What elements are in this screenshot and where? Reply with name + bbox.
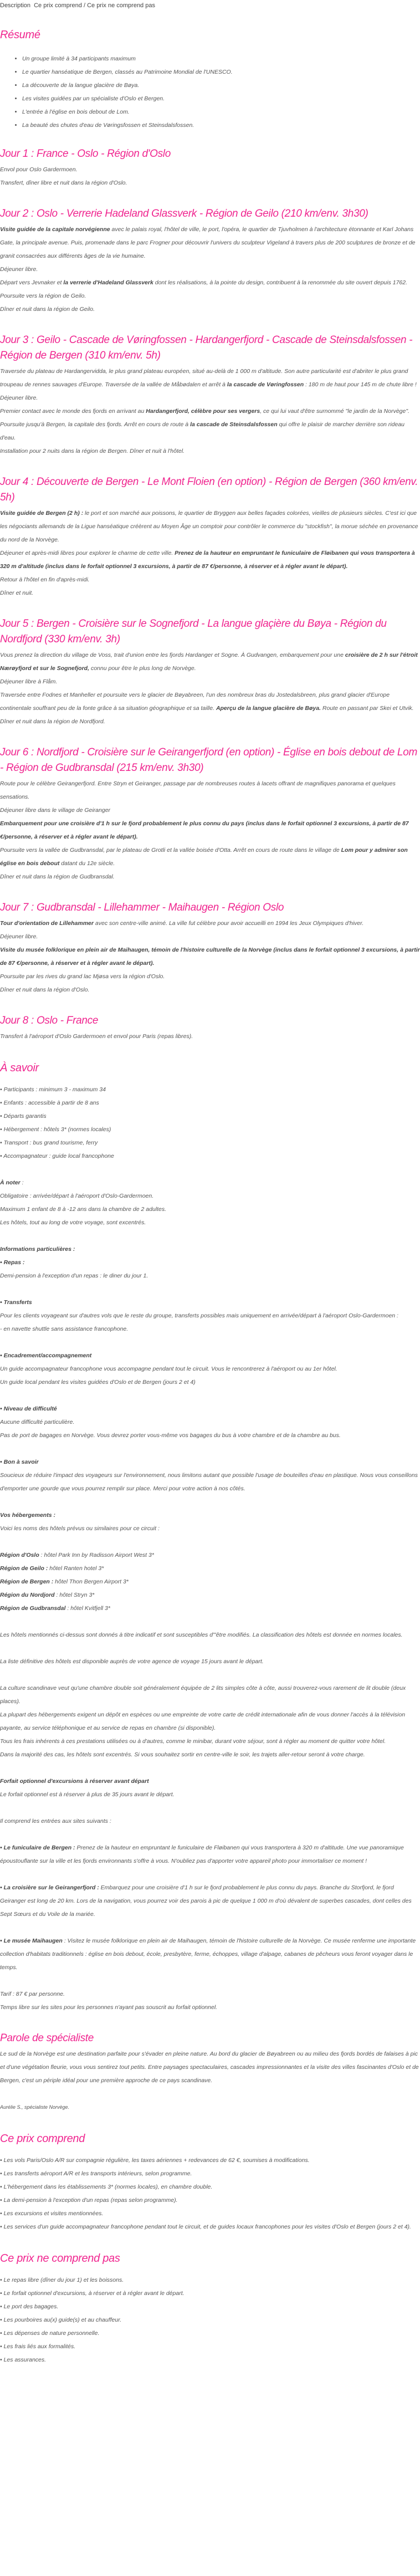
day-title: Jour 8 : Oslo - France xyxy=(0,1015,99,1026)
encadrement-text: Un guide local pendant les visites guidées d'Oslo et de Bergen (jours 2 et 4) xyxy=(0,1379,196,1386)
day-paragraph: Traversée entre Fodnes et Manheller et poursuite vers le glacier de Bøyabreen, l'un des nombreux bras du Jostedalsbreen, plus grand glacier d'Europe continentale souffrant peu de la fonte grâce à sa situation géographique et sa taille. Aperçu de la langue glacière de Bøya. Route en passant par Skei et Utvik. xyxy=(0,692,414,712)
day-paragraph: Départ vers Jevnaker et la verrerie d'Hadeland Glassverk dont les réalisations, à la pointe du design, contribuent à la renommée du site ouvert depuis 1762. Poursuite vers la région de Geilo. xyxy=(0,279,408,299)
list-item: • La beauté des chutes d'eau de Vøringsfossen et Steinsdalsfossen. xyxy=(22,119,420,132)
hotels-note: Les hôtels mentionnés ci-dessus sont donnés à titre indicatif et sont susceptibles d'"être modifiés. La classification des hôtels est donnée en normes locales. xyxy=(0,1632,403,1638)
hotel-row: Région de Bergen : hôtel Thon Bergen Airport 3* xyxy=(0,1578,129,1585)
day-paragraph: Poursuite par les rives du grand lac Mjøsa vers la région d'Oslo. xyxy=(0,973,165,980)
temps-libre: Temps libre sur les sites pour les personnes n'ayant pas souscrit au forfait optionnel. xyxy=(0,2004,218,2011)
note-line: Obligatoire : arrivée/départ à l'aéroport d'Oslo-Gardermoen. xyxy=(0,1193,154,1199)
day-paragraph: Installation pour 2 nuits dans la région de Bergen. Dîner et nuit à l'hôtel. xyxy=(0,448,185,454)
niveau-text: Aucune difficulté particulière. xyxy=(0,1419,75,1425)
niveau-label: • Niveau de difficulté xyxy=(0,1405,57,1412)
ne-comprend-section xyxy=(0,2251,420,2367)
hotel-row: Région d'Oslo : hôtel Park Inn by Radisson Airport West 3* xyxy=(0,1552,154,1558)
content-tabs xyxy=(0,0,420,10)
day-3 xyxy=(0,333,420,458)
list-item: • Départs garantis xyxy=(0,1110,420,1123)
list-item: • Transport : bus grand tourisme, ferry xyxy=(0,1136,420,1149)
day-title: Jour 1 : France - Oslo - Région d'Oslo xyxy=(0,148,171,160)
day-paragraph: Déjeuner libre. xyxy=(0,933,38,940)
specialiste-section xyxy=(0,2031,420,2114)
resume-list xyxy=(0,52,420,132)
day-paragraph: Route pour le célèbre Geirangerfjord. Entre Stryn et Geiranger, passage par de nombreuses routes à lacets offrant de magnifiques panorama et quelques sensations. xyxy=(0,780,396,800)
a-noter-heading: À noter : xyxy=(0,1179,24,1186)
list-item: • Participants : minimum 3 - maximum 34 xyxy=(0,1083,420,1096)
hotel-row: Région de Gudbransdal : hôtel Kvitfjell 3* xyxy=(0,1605,110,1612)
day-title: Jour 2 : Oslo - Verrerie Hadeland Glassverk - Région de Geilo (210 km/env. 3h30) xyxy=(0,208,368,219)
tab-prix[interactable]: Ce prix comprend / Ce prix ne comprend pas xyxy=(34,2,155,9)
list-item: • Les pourboires au(x) guide(s) et au chauffeur. xyxy=(0,2313,420,2327)
list-item: • Le quartier hanséatique de Bergen, classés au Patrimoine Mondial de l'UNESCO. xyxy=(22,65,420,79)
day-2 xyxy=(0,206,420,316)
list-item: • Les assurances. xyxy=(0,2353,420,2367)
forfait-intro: Il comprend les entrées aux sites suivants : xyxy=(0,1818,111,1824)
day-paragraph: Traversée du plateau de Hardangervidda, le plus grand plateau européen, situé au-delà de 1 000 m d'altitude. Son autre particularité est d'abriter le plus grand troupeau de rennes sauvages d'Europe. Traversée de la vallée de Måbødalen et arrêt à la cascade de Vøringfossen : 180 m de haut pour 145 m de chute libre ! xyxy=(0,368,417,388)
list-item: • Les dépenses de nature personnelle. xyxy=(0,2327,420,2340)
comprend-section xyxy=(0,2132,420,2233)
day-paragraph: Dîner et nuit dans la région de Geilo. xyxy=(0,306,95,313)
list-item: • Accompagnateur : guide local francophone xyxy=(0,1149,420,1163)
excursion-item: • Le musée Maihaugen : Visitez le musée folklorique en plein air de Maihaugen, témoin de l'histoire culturelle de la Norvège. Ce musée renferme une importante collection d'habitats traditionnels : église en bois debout, école, presbytère, ferme, échoppes, village d'alpage, cabanes de pêcheurs vous feront voyager dans le temps. xyxy=(0,1938,416,1971)
list-item: • Le repas libre (dîner du jour 1) et les boissons. xyxy=(0,2273,420,2287)
day-paragraph: Déjeuner libre. xyxy=(0,395,38,401)
day-title: Jour 5 : Bergen - Croisière sur le Sognefjord - La langue glaçière du Bøya - Région du Nordfjord (330 km/env. 3h) xyxy=(0,618,387,645)
specialiste-title: Parole de spécialiste xyxy=(0,2032,94,2044)
hebergements-label: Vos hébergements : xyxy=(0,1512,55,1519)
day-paragraph: Déjeuner et après-midi libres pour explorer le charme de cette ville. Prenez de la hauteur en empruntant le funiculaire de Fløibanen qui vous transportera à 320 m d'altitude (inclus dans le forfait optionnel 3 excursions, à partir de 87 €/personne, à réserver et à régler avant le départ). xyxy=(0,550,415,570)
forfait-text: Le forfait optionnel est à réserver à plus de 35 jours avant le départ. xyxy=(0,1791,175,1798)
excursion-item: • La croisière sur le Geirangerfjord : Embarquez pour une croisière d'1 h sur le fjord probablement le plus connu du pays. Branche du Storfjord, le fjord Geiranger est long de 20 km. Lors de la navigation, vous pourrez voir des parois à pic de quelque 1 000 m d'où dévalent de superbes cascades, dont celles des Sept Sœurs et du Voile de la mariée. xyxy=(0,1884,412,1918)
a-savoir-title: À savoir xyxy=(0,1062,39,1074)
day-paragraph: Envol pour Oslo Gardermoen. xyxy=(0,166,78,173)
day-title: Jour 4 : Découverte de Bergen - Le Mont Floien (en option) - Région de Bergen (360 km/env. 5h) xyxy=(0,476,418,503)
day-title: Jour 6 : Nordfjord - Croisière sur le Geirangerfjord (en option) - Église en bois debout de Lom - Région de Gudbransdal (215 km/env. 3h30) xyxy=(0,747,417,774)
repas-label: • Repas : xyxy=(0,1259,25,1266)
infos-heading: Informations particulières : xyxy=(0,1246,75,1253)
resume-title: Résumé xyxy=(0,29,40,41)
day-paragraph: Vous prenez la direction du village de Voss, trait d'union entre les fjords Hardanger et Sogne. À Gudvangen, embarquement pour une croisière de 2 h sur l'étroit Nærøyfjord et sur le Sognefjord, connu pour être le plus long de Norvège. xyxy=(0,652,418,672)
day-paragraph: Déjeuner libre dans le village de Geiranger xyxy=(0,807,111,814)
hotel-row: Région de Geilo : hôtel Ranten hotel 3* xyxy=(0,1565,104,1572)
ne-comprend-title: Ce prix ne comprend pas xyxy=(0,2252,120,2265)
list-item: • Le port des bagages. xyxy=(0,2300,420,2313)
note-line: Maximum 1 enfant de 8 à -12 ans dans la chambre de 2 adultes. xyxy=(0,1206,167,1213)
specialiste-text: Le sud de la Norvège est une destination parfaite pour s'évader en pleine nature. Au bord du glacier de Bøyabreen ou au milieu des fjords bordés de falaises à pic et d'une végétation fleurie, vous vous sentirez tout petits. Entre paysages spectaculaires, cascades impressionnantes et la visite des villes fascinantes d'Oslo et de Bergen, c'est un périple idéal pour une première approche de ce pays scandinave. xyxy=(0,2051,419,2084)
comprend-title: Ce prix comprend xyxy=(0,2133,85,2145)
day-paragraph: Premier contact avec le monde des fjords en arrivant au Hardangerfjord, célèbre pour ses vergers, ce qui lui vaut d'être surnommé "le jardin de la Norvège". Poursuite jusqu'à Bergen, la capitale des fjords. Arrêt en cours de route à la cascade de Steinsdalsfossen qui offre le plaisir de marcher derrière son rideau d'eau. xyxy=(0,408,409,441)
facts-list xyxy=(0,1083,420,1163)
day-paragraph: Déjeuner libre. xyxy=(0,266,38,273)
day-paragraph: Dîner et nuit. xyxy=(0,590,34,596)
list-item: • Les transferts aéroport A/R et les transports intérieurs, selon programme. xyxy=(0,2167,420,2180)
day-paragraph: Embarquement pour une croisière d'1 h sur le fjord probablement le plus connu du pays (inclus dans le forfait optionnel 3 excursions, à partir de 87 €/personne, à réserver et à régler avant le départ). xyxy=(0,820,409,840)
list-item: • L'hébergement dans les établissements 3* (normes locales), en chambre double. xyxy=(0,2180,420,2194)
list-item: • Les visites guidées par un spécialiste d'Oslo et Bergen. xyxy=(22,92,420,105)
day-title: Jour 7 : Gudbransdal - Lillehammer - Maihaugen - Région Oslo xyxy=(0,902,284,913)
list-item: • Hébergement : hôtels 3* (normes locales) xyxy=(0,1123,420,1136)
day-4 xyxy=(0,474,420,600)
day-6 xyxy=(0,745,420,883)
day-title: Jour 3 : Geilo - Cascade de Vøringfossen - Hardangerfjord - Cascade de Steinsdalsfossen - Région de Bergen (310 km/env. 5h) xyxy=(0,334,413,361)
comprend-list xyxy=(0,2154,420,2233)
day-paragraph: Retour à l'hôtel en fin d'après-midi. xyxy=(0,576,90,583)
forfait-label: Forfait optionnel d'excursions à réserver avant départ xyxy=(0,1778,149,1785)
day-paragraph: Visite du musée folklorique en plein air de Maihaugen, témoin de l'histoire culturelle de la Norvège (inclus dans le forfait optionnel 3 excursions, à partir de 87 €/personne, à réserver et à régler avant le départ). xyxy=(0,947,420,967)
hotel-row: Région du Nordjord : hôtel Stryn 3* xyxy=(0,1592,95,1598)
list-item: • La découverte de la langue glacière de Bøya. xyxy=(22,79,420,92)
day-1 xyxy=(0,146,420,190)
note-line: Les hôtels, tout au long de votre voyage, sont excentrés. xyxy=(0,1219,146,1226)
encadrement-text: Un guide accompagnateur francophone vous accompagne pendant tout le circuit. Vous le rencontrerez à l'aéroport ou au 1er hôtel. xyxy=(0,1366,337,1372)
list-item: • L'entrée à l'église en bois debout de Lom. xyxy=(22,105,420,119)
culture-text: La plupart des hébergements exigent un dépôt en espèces ou une empreinte de votre carte de crédit internationale afin de vous donner l'accès à la télévision payante, au service téléphonique et au service de repas en chambre (si disponible). xyxy=(0,1711,406,1731)
bon-label: • Bon à savoir xyxy=(0,1459,39,1465)
day-paragraph: Dîner et nuit dans la région de Gudbransdal. xyxy=(0,873,115,880)
day-5 xyxy=(0,616,420,728)
list-item: • Les excursions et visites mentionnées. xyxy=(0,2207,420,2220)
list-item: • La demi-pension à l'exception d'un repas (repas selon programme). xyxy=(0,2194,420,2207)
ne-comprend-list xyxy=(0,2273,420,2367)
day-paragraph: Dîner et nuit dans la région d'Oslo. xyxy=(0,987,90,993)
itinerary xyxy=(0,146,420,1043)
list-item: • Le forfait optionnel d'excursions, à réserver et à régler avant le départ. xyxy=(0,2287,420,2300)
culture-text: Dans la majorité des cas, les hôtels sont excentrés. Si vous souhaitez sortir en centre-ville le soir, les trajets aller-retour seront à votre charge. xyxy=(0,1751,365,1758)
a-savoir-section xyxy=(0,1061,420,2014)
culture-text: La culture scandinave veut qu'une chambre double soit généralement équipée de 2 lits simples côte à côte, aussi trouverez-vous rarement de lit double (deux places). xyxy=(0,1685,406,1705)
hebergements-intro: Voici les noms des hôtels prévus ou similaires pour ce circuit : xyxy=(0,1525,160,1532)
hotels-note: La liste définitive des hôtels est disponible auprès de votre agence de voyage 15 jours avant le départ. xyxy=(0,1658,264,1665)
day-paragraph: Transfert à l'aéroport d'Oslo Gardermoen et envol pour Paris (repas libres). xyxy=(0,1033,193,1040)
excursion-item: • Le funiculaire de Bergen : Prenez de la hauteur en empruntant le funiculaire de Fløibanen qui vous transportera à 320 m d'altitude. Une vue panoramique époustouflante sur la ville et les fjords environnants s'offre à vous. N'oubliez pas d'apporter votre appareil photo pour immortaliser ce moment ! xyxy=(0,1844,404,1864)
resume-section xyxy=(0,28,420,132)
transferts-text: - en navette shuttle sans assistance francophone. xyxy=(0,1326,129,1332)
culture-text: Tous les frais inhérents à ces prestations utilisées ou à d'autres, comme le minibar, durant votre séjour, sont à régler au moment de quitter votre hôtel. xyxy=(0,1738,386,1745)
tarif: Tarif : 87 € par personne. xyxy=(0,1991,65,1997)
encadrement-label: • Encadrement/accompagnement xyxy=(0,1352,92,1359)
day-7 xyxy=(0,900,420,996)
day-8 xyxy=(0,1013,420,1043)
tab-description[interactable]: Description xyxy=(0,2,31,9)
day-paragraph: Dîner et nuit dans la région de Nordfjord. xyxy=(0,718,105,725)
list-item: • Un groupe limité à 34 participants maximum xyxy=(22,52,420,65)
day-paragraph: Tour d'orientation de Lillehammer avec son centre-ville animé. La ville fut célèbre pour avoir accueilli en 1994 les Jeux Olympiques d'hiver. xyxy=(0,920,364,927)
day-paragraph: Déjeuner libre à Flåm. xyxy=(0,678,58,685)
list-item: • Les services d'un guide accompagnateur francophone pendant tout le circuit, et de guides locaux francophones pour les visites d'Oslo et Bergen (jours 2 et 4). xyxy=(0,2220,420,2233)
list-item: • Les frais liés aux formalités. xyxy=(0,2340,420,2353)
day-paragraph: Poursuite vers la vallée de Gudbransdal, par le plateau de Grotli et la vallée boisée d'Otta. Arrêt en cours de route dans le village de Lom pour y admirer son église en bois debout datant du 12e siècle. xyxy=(0,847,408,867)
list-item: • Les vols Paris/Oslo A/R sur compagnie régulière, les taxes aériennes + redevances de 62 €, soumises à modifications. xyxy=(0,2154,420,2167)
repas-text: Demi-pension à l'exception d'un repas : le diner du jour 1. xyxy=(0,1272,148,1279)
bon-text: Soucieux de réduire l'impact des voyageurs sur l'environnement, nous limitons autant que possible l'usage de bouteilles d'eau en plastique. Nous vous conseillons d'emporter une gourde que vous pourrez remplir sur place. Merci pour votre action à nos côtés. xyxy=(0,1472,418,1492)
transferts-label: • Transferts xyxy=(0,1299,32,1306)
specialiste-signature: Aurélie S., spécialiste Norvège. xyxy=(0,2104,70,2110)
niveau-text: Pas de port de bagages en Norvège. Vous devrez porter vous-même vos bagages du bus à votre chambre et de la chambre au bus. xyxy=(0,1432,341,1439)
transferts-text: Pour les clients voyageant sur d'autres vols que le reste du groupe, transferts possibles mais uniquement en arrivée/départ à l'aéroport Oslo-Gardermoen : xyxy=(0,1312,398,1319)
day-paragraph: Transfert, dîner libre et nuit dans la région d'Oslo. xyxy=(0,180,127,186)
day-paragraph: Visite guidée de Bergen (2 h) : le port et son marché aux poissons, le quartier de Bryggen aux belles façades colorées, vieilles de plusieurs siècles. C'est ici que les négociants allemands de la Ligue hanséatique créèrent au Moyen Âge un comptoir pour contrôler le commerce du "stockfish", la morue séchée en provenance du nord de la Norvège. xyxy=(0,510,418,543)
hotel-list xyxy=(0,1548,420,1615)
day-paragraph: Visite guidée de la capitale norvégienne avec le palais royal, l'hôtel de ville, le port, l'opéra, le quartier de Tjuvholmen à l'architecture étonnante et Karl Johans Gate, la principale avenue. Puis, promenade dans le parc Frogner pour découvrir l'univers du sculpteur Vigeland à travers plus de 200 sculptures de bronze et de granit consacrées aux différents âges de la vie humaine. xyxy=(0,226,416,259)
list-item: • Enfants : accessible à partir de 8 ans xyxy=(0,1096,420,1110)
